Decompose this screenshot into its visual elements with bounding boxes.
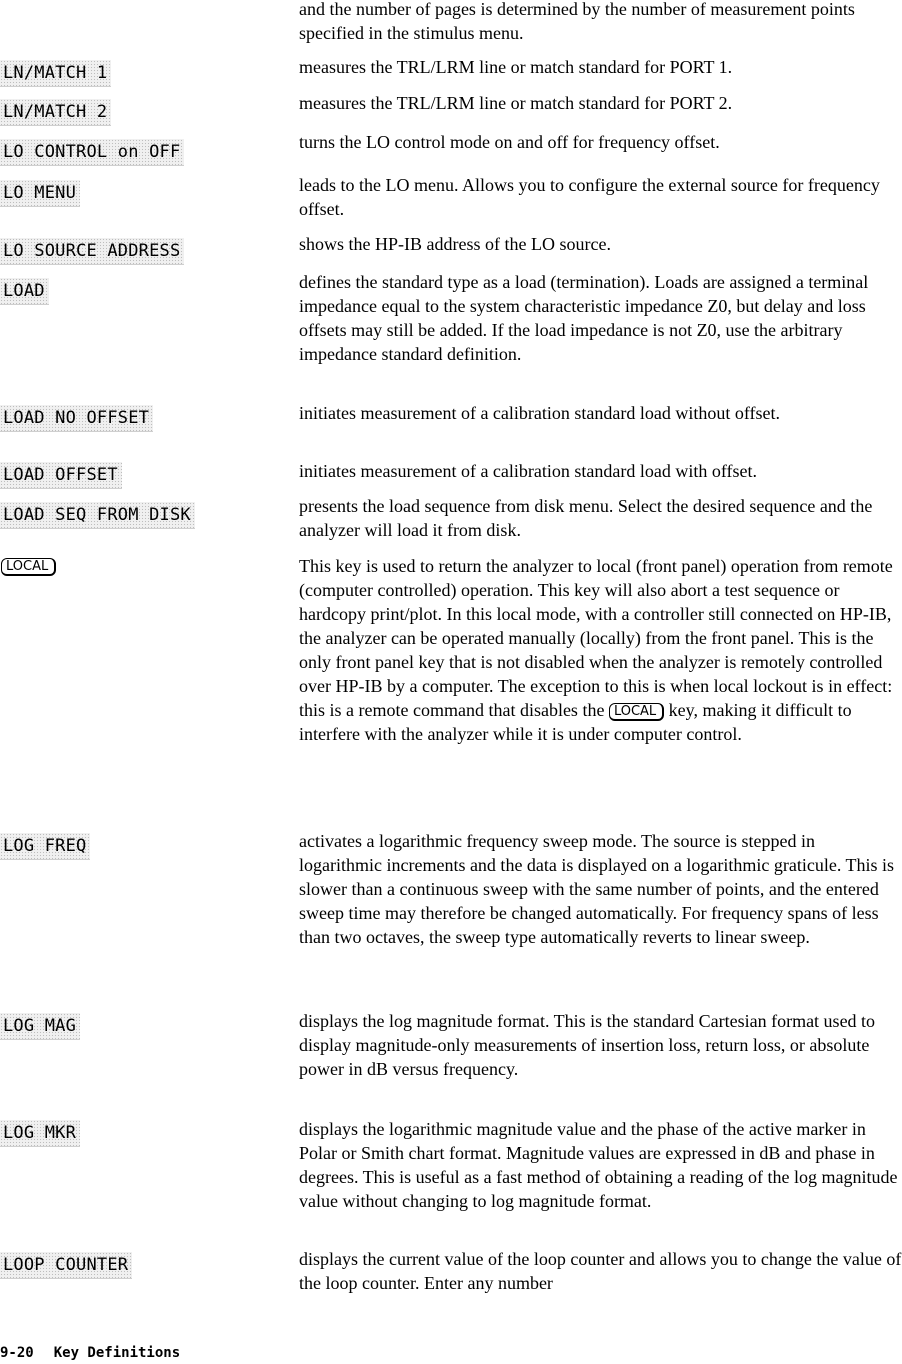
intro-paragraph: and the number of pages is determined by the number of measurement points specified in the stimulus menu.	[299, 0, 855, 43]
key-description: leads to the LO menu. Allows you to configure the external source for frequency offset.	[299, 175, 880, 219]
softkey-ln-match-2[interactable]: LN/MATCH 2	[0, 99, 111, 126]
key-description	[299, 554, 902, 746]
key-description: displays the current value of the loop counter and allows you to change the value of the loop counter. Enter any number	[299, 1249, 902, 1293]
key-description: shows the HP-IB address of the LO source.	[299, 234, 611, 254]
softkey-lo-source-address[interactable]: LO SOURCE ADDRESS	[0, 238, 184, 265]
key-description: initiates measurement of a calibration standard load without offset.	[299, 403, 781, 423]
softkey-loop-counter[interactable]: LOOP COUNTER	[0, 1252, 132, 1279]
key-description: activates a logarithmic frequency sweep mode. The source is stepped in logarithmic increments and the data is displayed on a logarithmic graticule. This is slower than a continuous sweep with the same number of points, and the entered sweep time may therefore be changed automatically. For frequency spans of less than two octaves, the sweep type automatically reverts to linear sweep.	[299, 831, 895, 947]
softkey-log-mkr[interactable]: LOG MKR	[0, 1120, 80, 1147]
description-text: This key is used to return the analyzer to local (front panel) operation from remote (computer controlled) operation. This key will also abort a test sequence or hardcopy print/plot. In this local mode, with a controller still connected on HP-IB, the analyzer can be operated manually (locally) from the front panel. This is the only front panel key that is not disabled when the analyzer is remotely controlled over HP-IB by a computer. The exception to this is when local lockout is in effect: this is a remote command that disables the	[299, 556, 893, 720]
key-description: turns the LO control mode on and off for frequency offset.	[299, 132, 720, 152]
softkey-lo-menu[interactable]: LO MENU	[0, 180, 80, 207]
softkey-load[interactable]: LOAD	[0, 278, 49, 305]
hardkey-local[interactable]: LOCAL	[1, 558, 56, 576]
page-footer	[0, 1344, 180, 1362]
softkey-load-no-offset[interactable]: LOAD NO OFFSET	[0, 405, 153, 432]
description-text: key, making it difficult to interfere with the analyzer while it is under computer control.	[299, 700, 852, 744]
key-description: displays the logarithmic magnitude value and the phase of the active marker in Polar or Smith chart format. Magnitude values are expressed in dB and phase in degrees. This is useful as a fast method of obtaining a reading of the log magnitude value without changing to log magnitude format.	[299, 1119, 898, 1211]
key-description: measures the TRL/LRM line or match standard for PORT 1.	[299, 57, 733, 77]
softkey-ln-match-1[interactable]: LN/MATCH 1	[0, 60, 111, 87]
softkey-lo-control[interactable]: LO CONTROL on OFF	[0, 139, 184, 166]
softkey-log-mag[interactable]: LOG MAG	[0, 1013, 80, 1040]
key-description: initiates measurement of a calibration standard load with offset.	[299, 461, 758, 481]
key-description: defines the standard type as a load (termination). Loads are assigned a terminal impedance equal to the system characteristic impedance Z0, but delay and loss offsets may still be added. If the load impedance is not Z0, use the arbitrary impedance standard definition.	[299, 272, 869, 364]
softkey-load-seq-from-disk[interactable]: LOAD SEQ FROM DISK	[0, 502, 195, 529]
section-title: Key Definitions	[53, 1345, 181, 1361]
key-description: displays the log magnitude format. This is the standard Cartesian format used to display magnitude-only measurements of insertion loss, return loss, or absolute power in dB versus frequency.	[299, 1011, 876, 1079]
softkey-load-offset[interactable]: LOAD OFFSET	[0, 462, 122, 489]
inline-hardkey-local: LOCAL	[609, 703, 664, 721]
softkey-log-freq[interactable]: LOG FREQ	[0, 833, 90, 860]
key-description: measures the TRL/LRM line or match standard for PORT 2.	[299, 93, 733, 113]
key-description: presents the load sequence from disk menu. Select the desired sequence and the analyzer will load it from disk.	[299, 496, 873, 540]
page-number: 9-20	[0, 1345, 34, 1361]
